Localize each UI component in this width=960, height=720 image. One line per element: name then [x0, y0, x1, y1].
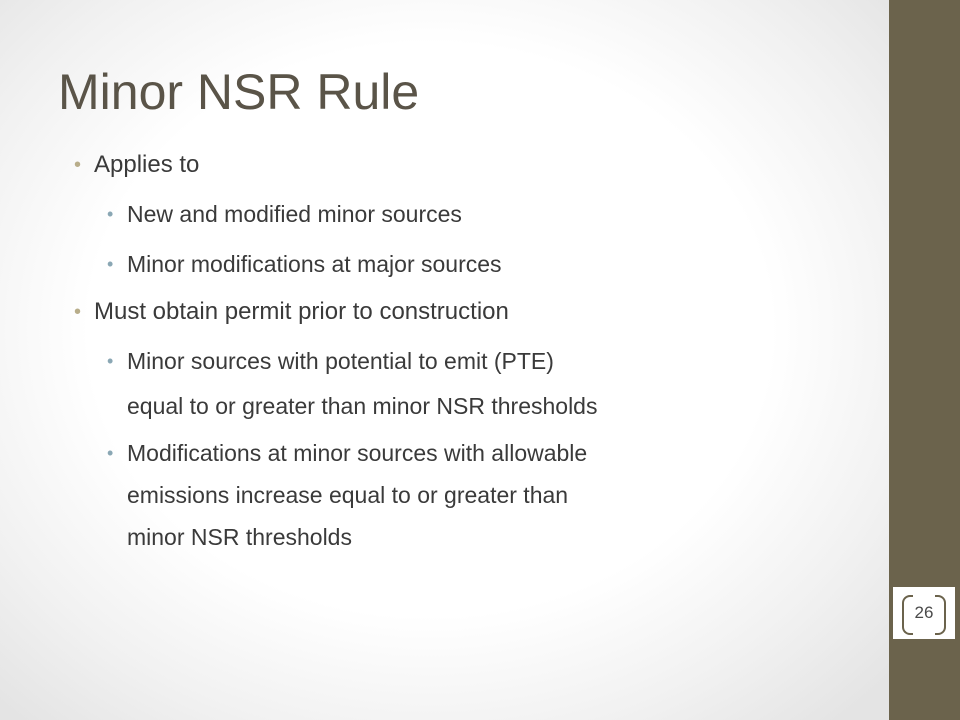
sub-bullet-new-modified: New and modified minor sources	[127, 201, 462, 227]
slide-title: Minor NSR Rule	[58, 64, 420, 120]
sub-bullet-pte-line-2: equal to or greater than minor NSR thresholds	[127, 393, 598, 419]
page-number: 26	[914, 603, 934, 622]
sub-bullet-modifications-line-2: emissions increase equal to or greater than	[127, 482, 569, 508]
sub-bullet-dot-icon: •	[107, 204, 114, 224]
bullet-dot-icon: •	[74, 154, 82, 176]
sub-bullet-modifications-line-3: minor NSR thresholds	[127, 524, 352, 550]
sub-bullet-dot-icon: •	[107, 443, 114, 463]
bullet-must-obtain-permit: Must obtain permit prior to construction	[94, 298, 509, 325]
sub-bullet-pte-line-1: Minor sources with potential to emit (PTE)	[127, 348, 554, 374]
bullet-applies-to: Applies to	[94, 151, 200, 178]
sub-bullet-dot-icon: •	[107, 254, 114, 274]
sub-bullet-modifications-line-1: Modifications at minor sources with allowable	[127, 440, 588, 466]
bullet-dot-icon: •	[74, 301, 82, 323]
page-number-box	[893, 587, 955, 639]
sub-bullet-dot-icon: •	[107, 351, 114, 371]
sub-bullet-minor-modifications: Minor modifications at major sources	[127, 251, 502, 277]
